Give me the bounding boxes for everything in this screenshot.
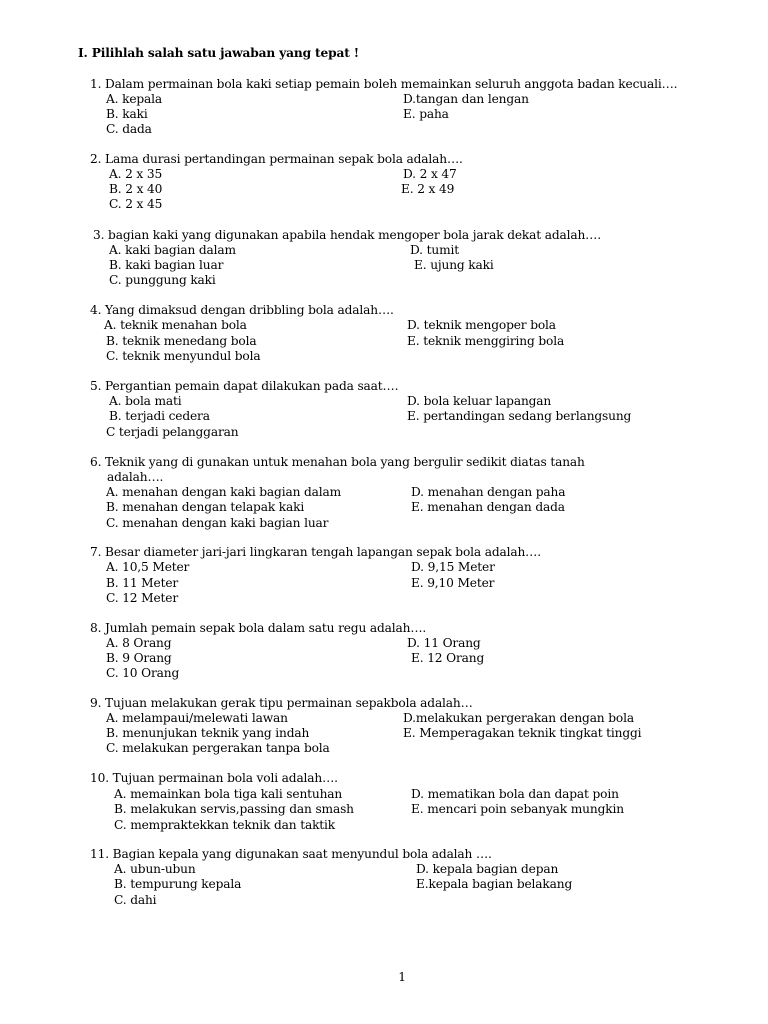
q1-option-d: D.tangan dan lengan — [403, 92, 529, 106]
q3-option-b: B. kaki bagian luar — [109, 258, 224, 272]
q10-option-c: C. mempraktekkan teknik dan taktik — [114, 818, 336, 832]
question-6-text: 6. Teknik yang di gunakan untuk menahan bola yang bergulir sedikit diatas tanah — [90, 455, 585, 469]
question-9-text: 9. Tujuan melakukan gerak tipu permainan sepakbola adalah… — [90, 696, 473, 710]
q3-option-a: A. kaki bagian dalam — [109, 243, 236, 257]
q9-option-d: D.melakukan pergerakan dengan bola — [403, 711, 634, 725]
q7-option-a: A. 10,5 Meter — [106, 560, 190, 574]
q11-option-a: A. ubun-ubun — [114, 862, 196, 876]
section-heading: I. Pilihlah salah satu jawaban yang tepat ! — [78, 46, 360, 60]
q4-option-b: B. teknik menedang bola — [106, 334, 257, 348]
q6-option-a: A. menahan dengan kaki bagian dalam — [106, 485, 342, 499]
q1-option-b: B. kaki — [106, 107, 148, 121]
q8-option-d: D. 11 Orang — [407, 636, 481, 650]
q8-option-e: E. 12 Orang — [411, 651, 485, 665]
q5-option-e: E. pertandingan sedang berlangsung — [407, 409, 632, 423]
q5-option-a: A. bola mati — [109, 394, 182, 408]
q10-option-d: D. mematikan bola dan dapat poin — [411, 787, 619, 801]
q7-option-b: B. 11 Meter — [106, 576, 179, 590]
q4-option-d: D. teknik mengoper bola — [407, 318, 556, 332]
page-number: 1 — [398, 970, 406, 984]
q11-option-b: B. tempurung kepala — [114, 877, 242, 891]
q6-option-b: B. menahan dengan telapak kaki — [106, 500, 305, 514]
question-3-text: 3. bagian kaki yang digunakan apabila hendak mengoper bola jarak dekat adalah…. — [93, 228, 601, 242]
question-8-text: 8. Jumlah pemain sepak bola dalam satu regu adalah…. — [90, 621, 427, 635]
q8-option-a: A. 8 Orang — [106, 636, 172, 650]
q11-option-c: C. dahi — [114, 893, 157, 907]
q9-option-e: E. Memperagakan teknik tingkat tinggi — [403, 726, 642, 740]
q10-option-b: B. melakukan servis,passing dan smash — [114, 802, 354, 816]
q9-option-a: A. melampaui/melewati lawan — [106, 711, 288, 725]
question-1-text: 1. Dalam permainan bola kaki setiap pemain boleh memainkan seluruh anggota badan kecuali…. — [90, 77, 678, 91]
q9-option-c: C. melakukan pergerakan tanpa bola — [106, 741, 330, 755]
q4-option-e: E. teknik menggiring bola — [407, 334, 565, 348]
q10-option-e: E. mencari poin sebanyak mungkin — [411, 802, 624, 816]
q7-option-d: D. 9,15 Meter — [411, 560, 495, 574]
question-10-text: 10. Tujuan permainan bola voli adalah…. — [90, 771, 338, 785]
question-7-text: 7. Besar diameter jari-jari lingkaran tengah lapangan sepak bola adalah…. — [90, 545, 541, 559]
q5-option-d: D. bola keluar lapangan — [407, 394, 552, 408]
q6-option-e: E. menahan dengan dada — [411, 500, 565, 514]
q6-option-c: C. menahan dengan kaki bagian luar — [106, 516, 329, 530]
q9-option-b: B. menunjukan teknik yang indah — [106, 726, 310, 740]
q10-option-a: A. memainkan bola tiga kali sentuhan — [114, 787, 343, 801]
q3-option-c: C. punggung kaki — [109, 273, 216, 287]
q1-option-a: A. kepala — [106, 92, 163, 106]
question-2-text: 2. Lama durasi pertandingan permainan sepak bola adalah…. — [90, 152, 463, 166]
q1-option-e: E. paha — [403, 107, 449, 121]
q3-option-e: E. ujung kaki — [414, 258, 494, 272]
q4-option-a: A. teknik menahan bola — [104, 318, 247, 332]
q7-option-c: C. 12 Meter — [106, 591, 178, 605]
q5-option-c: C terjadi pelanggaran — [106, 425, 239, 439]
q2-option-a: A. 2 x 35 — [109, 167, 163, 181]
q1-option-c: C. dada — [106, 122, 152, 136]
q5-option-b: B. terjadi cedera — [109, 409, 210, 423]
question-4-text: 4. Yang dimaksud dengan dribbling bola adalah…. — [90, 303, 394, 317]
q2-option-c: C. 2 x 45 — [109, 197, 163, 211]
question-5-text: 5. Pergantian pemain dapat dilakukan pada saat…. — [90, 379, 399, 393]
q3-option-d: D. tumit — [410, 243, 459, 257]
q2-option-b: B. 2 x 40 — [109, 182, 163, 196]
q7-option-e: E. 9,10 Meter — [411, 576, 495, 590]
q2-option-d: D. 2 x 47 — [403, 167, 457, 181]
q8-option-c: C. 10 Orang — [106, 666, 180, 680]
q11-option-d: D. kepala bagian depan — [416, 862, 559, 876]
q11-option-e: E.kepala bagian belakang — [416, 877, 573, 891]
q4-option-c: C. teknik menyundul bola — [106, 349, 261, 363]
question-6-text-continued: adalah…. — [107, 470, 164, 484]
question-11-text: 11. Bagian kepala yang digunakan saat menyundul bola adalah …. — [90, 847, 492, 861]
q8-option-b: B. 9 Orang — [106, 651, 172, 665]
q2-option-e: E. 2 x 49 — [401, 182, 455, 196]
q6-option-d: D. menahan dengan paha — [411, 485, 566, 499]
